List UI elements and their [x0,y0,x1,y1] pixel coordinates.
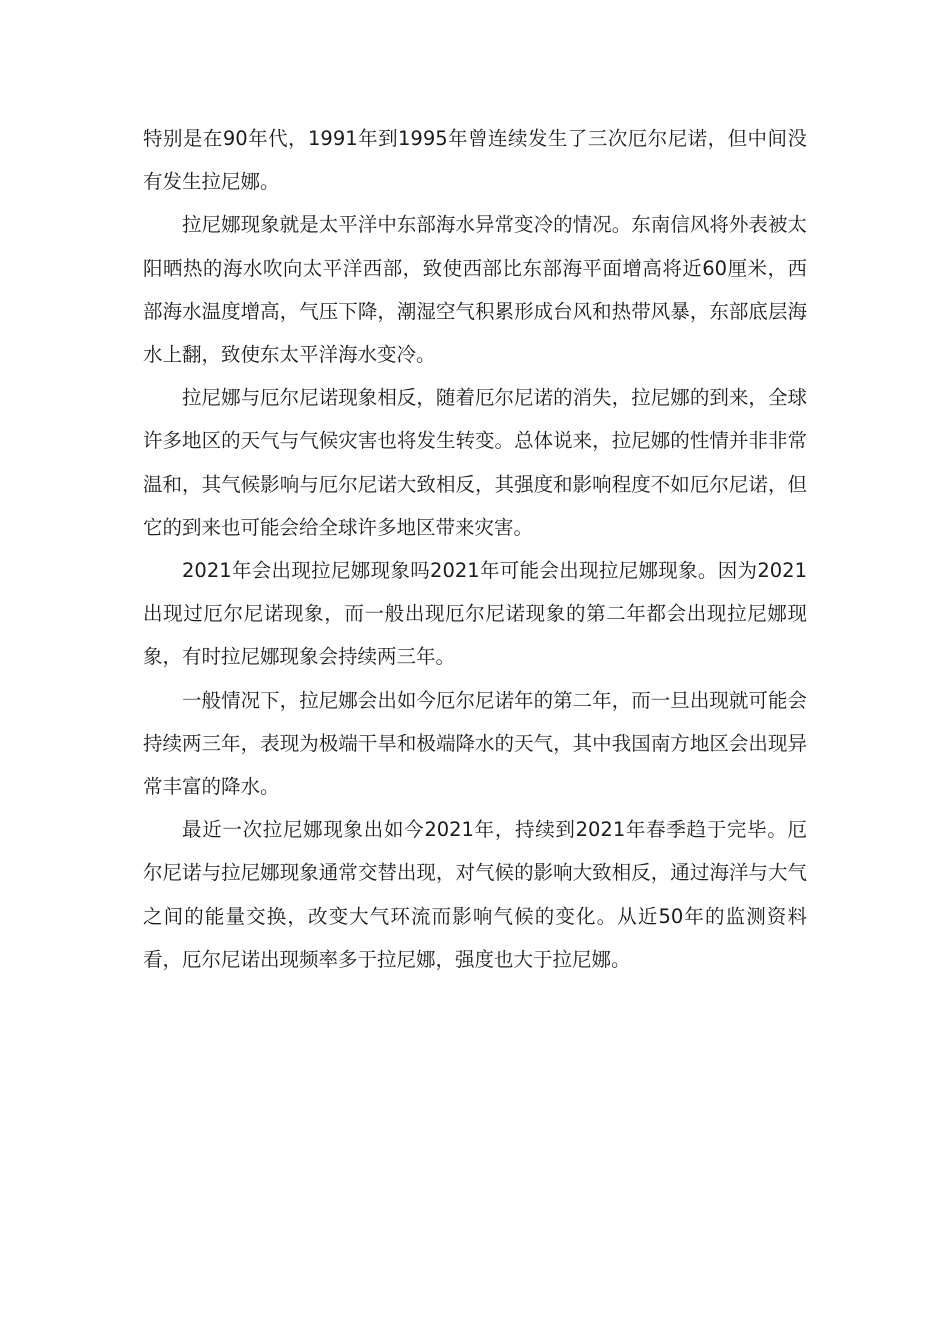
paragraph-la-nina-definition: 拉尼娜现象就是太平洋中东部海水异常变冷的情况。东南信风将外表被太阳晒热的海水吹向太平洋西部，致使西部比东部海平面增高将近60厘米，西部海水温度增高，气压下降，潮湿空气积累形成台风和热带风暴，东部底层海水上翻，致使东太平洋海水变冷。 [143,213,807,367]
paragraph-la-nina-vs-el-nino: 拉尼娜与厄尔尼诺现象相反，随着厄尔尼诺的消失，拉尼娜的到来，全球许多地区的天气与气候灾害也将发生转变。总体说来，拉尼娜的性情并非非常温和，其气候影响与厄尔尼诺大致相反，其强度和影响程度不如厄尔尼诺，但它的到来也可能会给全球许多地区带来灾害。 [143,386,807,539]
paragraph-general-pattern: 一般情况下，拉尼娜会出如今厄尔尼诺年的第二年，而一旦出现就可能会持续两三年，表现为极端干旱和极端降水的天气，其中我国南方地区会出现异常丰富的降水。 [143,688,807,799]
paragraph-continuation: 特别是在90年代，1991年到1995年曾连续发生了三次厄尔尼诺，但中间没有发生拉尼娜。 [143,127,807,194]
paragraph-2021-forecast: 2021年会出现拉尼娜现象吗2021年可能会出现拉尼娜现象。因为2021出现过厄尔尼诺现象，而一般出现厄尔尼诺现象的第二年都会出现拉尼娜现象，有时拉尼娜现象会持续两三年。 [143,559,807,669]
document-body [143,117,807,981]
paragraph-recent-event: 最近一次拉尼娜现象出如今2021年，持续到2021年春季趋于完毕。厄尔尼诺与拉尼娜现象通常交替出现，对气候的影响大致相反，通过海洋与大气之间的能量交换，改变大气环流而影响气候的变化。从近50年的监测资料看，厄尔尼诺出现频率多于拉尼娜，强度也大于拉尼娜。 [143,818,807,971]
